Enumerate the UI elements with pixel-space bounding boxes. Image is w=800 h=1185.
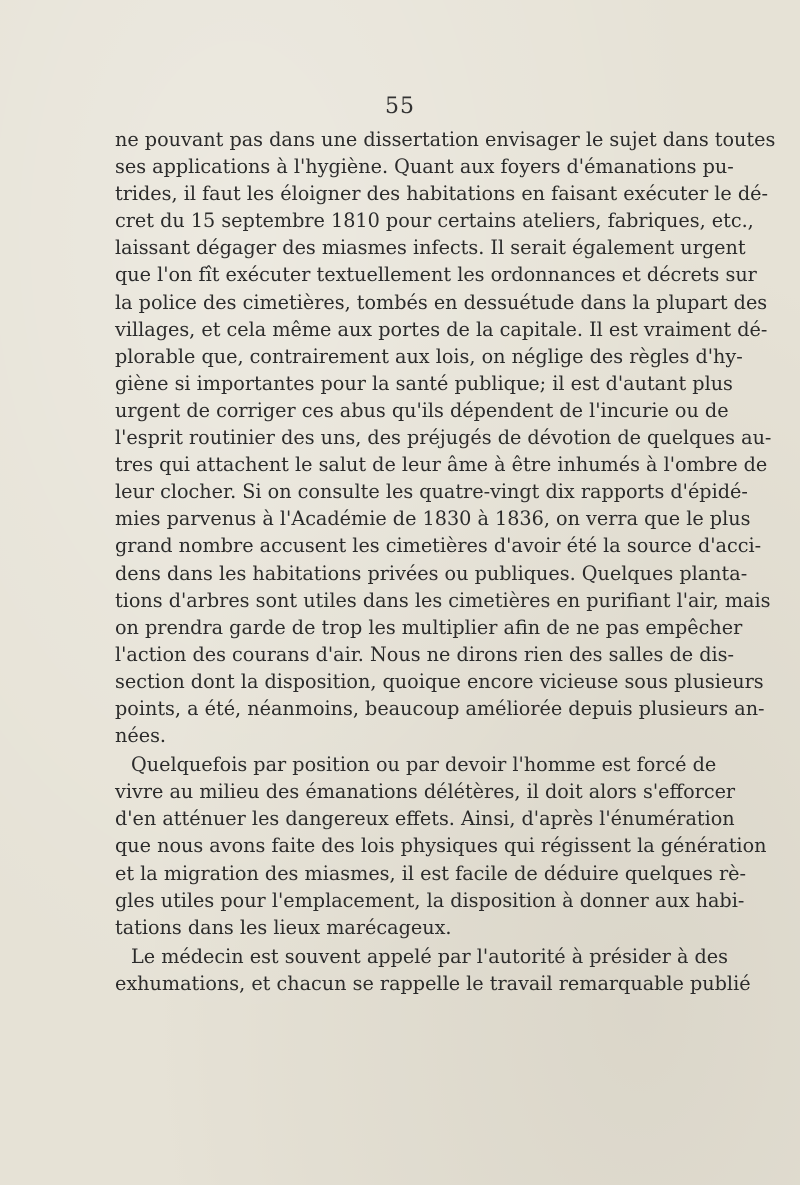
paragraph-2: [115, 751, 767, 941]
text-line: giène si importantes pour la santé publique; il est d'autant plus: [115, 371, 733, 395]
text-line: gles utiles pour l'emplacement, la disposition à donner aux habi-: [115, 888, 745, 912]
text-line: tations dans les lieux marécageux.: [115, 915, 452, 939]
text-line: l'esprit routinier des uns, des préjugés de dévotion de quelques au-: [115, 426, 772, 450]
text-line: vivre au milieu des émanations délétères, il doit alors s'efforcer: [115, 780, 736, 804]
text-line: urgent de corriger ces abus qu'ils dépendent de l'incurie ou de: [115, 398, 729, 422]
body-text: [115, 126, 776, 997]
text-line: grand nombre accusent les cimetières d'avoir été la source d'acci-: [115, 534, 762, 558]
text-line: que l'on fît exécuter textuellement les ordonnances et décrets sur: [115, 263, 757, 287]
text-line: ses applications à l'hygiène. Quant aux foyers d'émanations pu-: [115, 155, 734, 179]
text-line: dens dans les habitations privées ou publiques. Quelques planta-: [115, 561, 748, 585]
text-line: ne pouvant pas dans une dissertation envisager le sujet dans toutes: [115, 128, 776, 151]
text-line: trides, il faut les éloigner des habitations en faisant exécuter le dé-: [115, 182, 768, 206]
text-line: exhumations, et chacun se rappelle le travail remarquable publié: [115, 971, 751, 995]
page-number: 55: [385, 94, 415, 119]
text-line: tions d'arbres sont utiles dans les cimetières en purifiant l'air, mais: [115, 588, 771, 612]
text-line: points, a été, néanmoins, beaucoup améliorée depuis plusieurs an-: [115, 696, 765, 720]
text-line: mies parvenus à l'Académie de 1830 à 1836, on verra que le plus: [115, 507, 751, 531]
text-line: laissant dégager des miasmes infects. Il serait également urgent: [115, 236, 746, 260]
text-line: leur clocher. Si on consulte les quatre-vingt dix rapports d'épidé-: [115, 480, 748, 504]
text-line: Quelquefois par position ou par devoir l'homme est forcé de: [131, 753, 717, 777]
text-line: nées.: [115, 724, 167, 748]
text-line: que nous avons faite des lois physiques qui régissent la génération: [115, 834, 767, 858]
text-line: et la migration des miasmes, il est facile de déduire quelques rè-: [115, 861, 746, 885]
text-line: d'en atténuer les dangereux effets. Ainsi, d'après l'énumération: [115, 807, 735, 831]
paragraph-1: [115, 126, 776, 749]
text-line: cret du 15 septembre 1810 pour certains ateliers, fabriques, etc.,: [115, 209, 754, 233]
text-line: villages, et cela même aux portes de la capitale. Il est vraiment dé-: [115, 317, 768, 341]
text-line: l'action des courans d'air. Nous ne dirons rien des salles de dis-: [115, 642, 734, 666]
text-line: section dont la disposition, quoique encore vicieuse sous plusieurs: [115, 669, 764, 693]
text-line: la police des cimetières, tombés en dessuétude dans la plupart des: [115, 290, 768, 314]
text-line: tres qui attachent le salut de leur âme à être inhumés à l'ombre de: [115, 453, 768, 477]
text-line: on prendra garde de trop les multiplier afin de ne pas empêcher: [115, 615, 743, 639]
paragraph-3: [115, 943, 751, 997]
text-line: Le médecin est souvent appelé par l'autorité à présider à des: [131, 944, 729, 968]
text-line: plorable que, contrairement aux lois, on néglige des règles d'hy-: [115, 344, 743, 368]
